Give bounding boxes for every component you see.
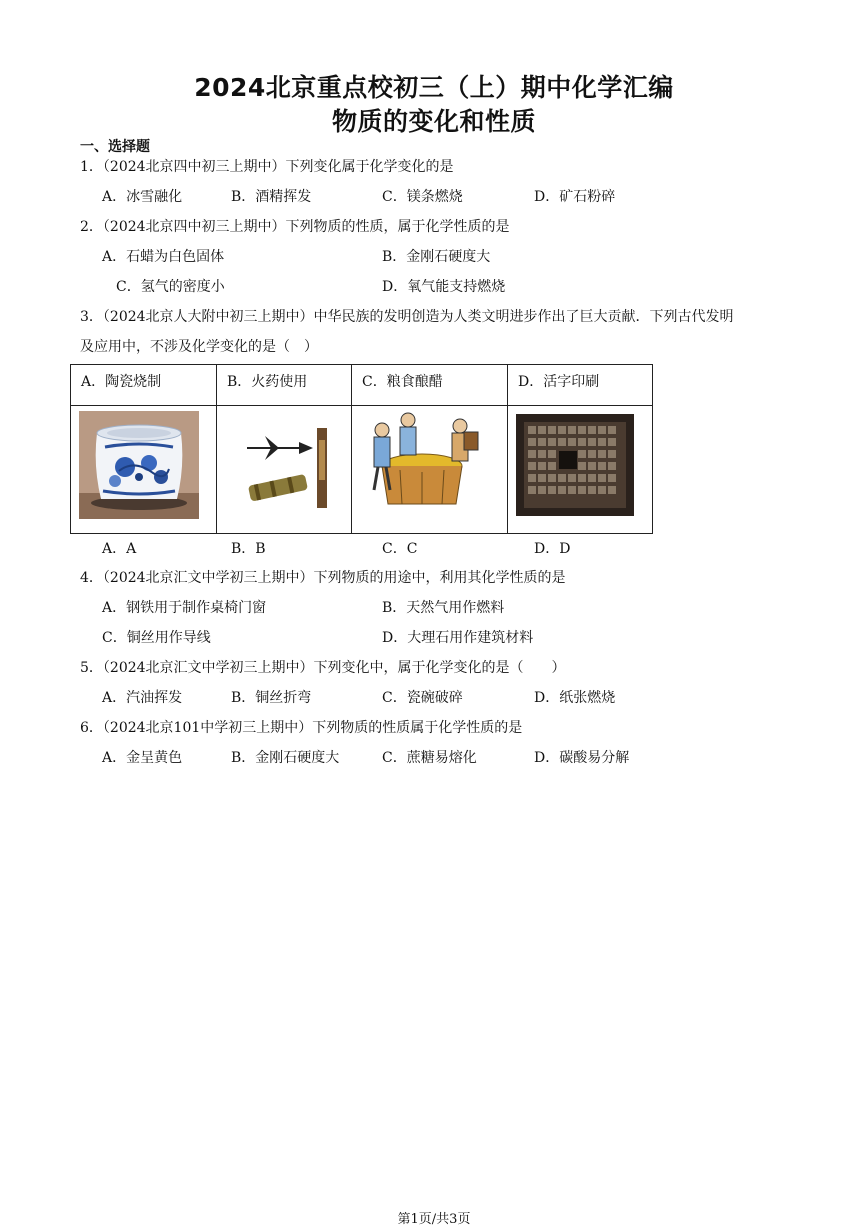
question-1-option-b: B．酒精挥发 (231, 189, 312, 205)
question-6-option-d: D．碳酸易分解 (534, 750, 630, 766)
question-1-option-a: A．冰雪融化 (102, 189, 183, 205)
question-2-stem: 2．（2024北京四中初三上期中）下列物质的性质，属于化学性质的是 (80, 219, 510, 235)
question-2-option-d: D．氧气能支持燃烧 (382, 279, 506, 295)
document-title: 2024北京重点校初三（上）期中化学汇编 (194, 73, 674, 102)
table-header-b: B．火药使用 (217, 365, 352, 406)
question-3-table (70, 364, 653, 534)
table-image-cell-a (71, 406, 217, 534)
table-header-d: D．活字印刷 (508, 365, 653, 406)
question-3-option-d: D．D (534, 541, 571, 557)
question-6-option-b: B．金刚石硬度大 (231, 750, 340, 766)
table-header-a: A．陶瓷烧制 (71, 365, 217, 406)
question-4-option-b: B．天然气用作燃料 (382, 600, 505, 616)
question-2-option-a: A．石蜡为白色固体 (102, 249, 225, 265)
question-4-option-c: C．铜丝用作导线 (102, 630, 211, 646)
question-6-option-a: A．金呈黄色 (102, 750, 183, 766)
movable-type-image (516, 414, 634, 516)
question-2-option-c: C．氢气的密度小 (116, 279, 225, 295)
question-3-stem-line2: 及应用中，不涉及化学变化的是（ ） (80, 339, 318, 355)
question-5-stem: 5．（2024北京汇文中学初三上期中）下列变化中，属于化学变化的是（ ） (80, 660, 566, 676)
table-image-cell-b (217, 406, 352, 534)
question-4-option-a: A．钢铁用于制作桌椅门窗 (102, 600, 267, 616)
question-1-option-c: C．镁条燃烧 (382, 189, 463, 205)
question-3-option-b: B．B (231, 541, 266, 557)
page-number-footer: 第1页/共3页 (397, 1212, 471, 1227)
gunpowder-weapons-image (237, 418, 337, 518)
question-3-option-a: A．A (102, 541, 137, 557)
table-image-cell-c (352, 406, 508, 534)
question-2-option-b: B．金刚石硬度大 (382, 249, 491, 265)
table-header-c: C．粮食酿醋 (352, 365, 508, 406)
document-subtitle: 物质的变化和性质 (331, 107, 536, 136)
question-1-option-d: D．矿石粉碎 (534, 189, 616, 205)
question-3-stem-line1: 3．（2024北京人大附中初三上期中）中华民族的发明创造为人类文明进步作出了巨大贡献．下列古代发明 (80, 309, 734, 325)
question-4-option-d: D．大理石用作建筑材料 (382, 630, 534, 646)
table-image-cell-d (508, 406, 653, 534)
question-5-option-d: D．纸张燃烧 (534, 690, 616, 706)
question-5-option-c: C．瓷碗破碎 (382, 690, 463, 706)
question-6-option-c: C．蔗糖易熔化 (382, 750, 477, 766)
porcelain-jar-image (79, 411, 199, 519)
question-5-option-b: B．铜丝折弯 (231, 690, 312, 706)
question-6-stem: 6．（2024北京101中学初三上期中）下列物质的性质属于化学性质的是 (80, 720, 523, 736)
question-3-option-c: C．C (382, 541, 418, 557)
question-5-option-a: A．汽油挥发 (102, 690, 183, 706)
section-heading: 一、选择题 (80, 139, 150, 155)
vinegar-brewing-image (360, 410, 484, 510)
question-1-stem: 1．（2024北京四中初三上期中）下列变化属于化学变化的是 (80, 159, 454, 175)
question-4-stem: 4．（2024北京汇文中学初三上期中）下列物质的用途中，利用其化学性质的是 (80, 570, 566, 586)
